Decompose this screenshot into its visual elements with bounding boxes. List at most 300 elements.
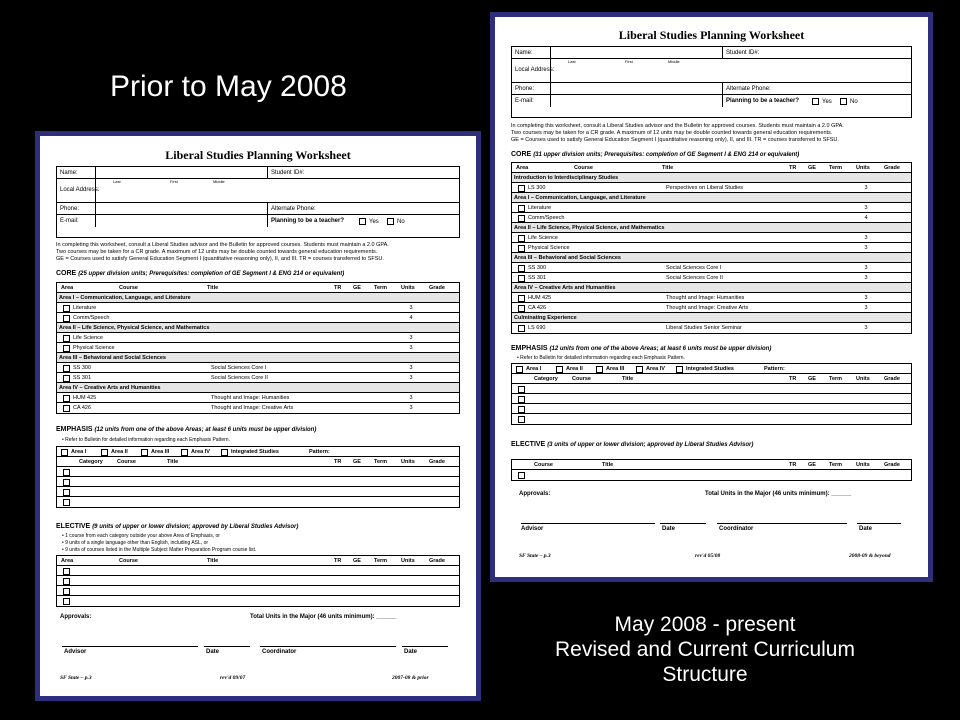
old-core-area-label: Area I – Communication, Language, and Literature — [59, 295, 191, 301]
emphasis-option-label: Area II — [111, 449, 128, 455]
new-core-course-row — [512, 213, 911, 223]
new-elective-header-tr: TR — [789, 462, 797, 468]
old-elective-header-ge: GE — [353, 558, 361, 564]
new-core-course-row — [512, 233, 911, 243]
old-core-course-row — [57, 333, 459, 343]
old-emphasis-course-row — [57, 497, 459, 507]
old-emphasis-course-row — [57, 467, 459, 477]
new-elective-header-title: Title — [602, 462, 614, 468]
course-checkbox[interactable] — [63, 375, 70, 382]
new-emphasis-course-row — [512, 404, 911, 414]
old-emphasis-header-grade: Grade — [429, 459, 445, 465]
new-core-area-row — [512, 193, 911, 203]
old-elective-title: ELECTIVE — [56, 523, 91, 530]
new-no-label: No — [850, 99, 858, 106]
new-alt-phone-label: Alternate Phone: — [726, 86, 771, 92]
old-emphasis-header-row — [57, 457, 459, 467]
course-title: Thought and Image: Creative Arts — [211, 405, 294, 411]
course-name: SS 300 — [528, 265, 547, 271]
new-email-label: E-mail: — [515, 98, 534, 104]
course-name: SS 300 — [73, 365, 92, 371]
new-footer-left: SF State – p.3 — [519, 553, 551, 559]
old-core-header-term: Term — [374, 285, 388, 291]
course-name: HUM 425 — [73, 395, 97, 401]
emphasis-row-checkbox[interactable] — [63, 489, 70, 496]
course-checkbox[interactable] — [518, 205, 525, 212]
course-units: 3 — [864, 275, 868, 281]
course-units: 3 — [409, 305, 413, 311]
course-name: Life Science — [528, 235, 558, 241]
old-emphasis-heading — [56, 426, 460, 433]
new-total-units: Total Units in the Major (46 units minimum): ______ — [705, 491, 852, 497]
new-elective-header-units: Units — [856, 462, 870, 468]
course-units: 3 — [864, 265, 868, 271]
course-name: Physical Science — [528, 245, 570, 251]
old-alt-phone-label: Alternate Phone: — [271, 206, 316, 212]
emphasis-option-label: Area III — [606, 366, 625, 372]
old-elective-course-row — [57, 586, 459, 596]
new-elective-subtitle: (3 units of upper or lower division; approved by Liberal Studies Advisor) — [547, 442, 754, 448]
new-title: Liberal Studies Planning Worksheet — [618, 28, 805, 42]
new-emphasis-header-ge: GE — [808, 376, 816, 382]
course-name: LS 300 — [528, 185, 546, 191]
new-emphasis-header-units: Units — [856, 376, 870, 382]
new-core-course-row — [512, 243, 911, 253]
old-elective-header-term: Term — [374, 558, 388, 564]
old-yes-label: Yes — [369, 219, 379, 226]
course-checkbox[interactable] — [63, 335, 70, 342]
old-teacher-question: Planning to be a teacher? — [271, 218, 345, 224]
new-core-area-row — [512, 283, 911, 293]
old-intro-1: In completing this worksheet, consult a Liberal Studies advisor and the Bulletin for approved courses. Students must maintain a 2.0 GPA. — [56, 242, 389, 248]
old-core-area-row — [57, 293, 459, 303]
old-core-area-label: Area III – Behavioral and Social Sciences — [59, 355, 166, 361]
emphasis-option-checkbox[interactable] — [101, 449, 108, 456]
course-units: 3 — [864, 325, 868, 331]
new-core-header-grade: Grade — [884, 165, 900, 171]
new-no-checkbox[interactable] — [840, 98, 847, 105]
new-core-course-row — [512, 203, 911, 213]
course-name: HUM 425 — [528, 295, 552, 301]
emphasis-row-checkbox[interactable] — [63, 499, 70, 506]
elective-row-checkbox[interactable] — [63, 568, 70, 575]
course-title: Thought and Image: Creative Arts — [666, 305, 749, 311]
emphasis-option-label: Area IV — [646, 366, 665, 372]
new-name-label: Name: — [515, 50, 533, 56]
emphasis-option-checkbox[interactable] — [636, 366, 643, 373]
old-coordinator-label: Coordinator — [262, 649, 297, 655]
old-emphasis-header-category: Category — [79, 459, 103, 465]
course-checkbox[interactable] — [518, 245, 525, 252]
course-name: Comm/Speech — [73, 315, 110, 321]
new-emphasis-header-title: Title — [622, 376, 634, 382]
course-checkbox[interactable] — [518, 215, 525, 222]
new-elective-header-ge: GE — [808, 462, 816, 468]
new-elective-course-row — [512, 470, 911, 480]
old-elective-subtitle: (9 units of upper or lower division; approved by Liberal Studies Advisor) — [92, 524, 299, 530]
new-core-table — [511, 162, 912, 334]
new-core-course-row — [512, 263, 911, 273]
old-emphasis-header-ge: GE — [353, 459, 361, 465]
old-elective-header-course: Course — [119, 558, 138, 564]
emphasis-option-checkbox[interactable] — [181, 449, 188, 456]
new-core-area-label: Culminating Experience — [514, 315, 577, 321]
old-advisor-label: Advisor — [64, 649, 87, 655]
course-units: 3 — [864, 245, 868, 251]
emphasis-pattern-label: Pattern: — [764, 366, 785, 372]
course-checkbox[interactable] — [518, 325, 525, 332]
new-core-header-course: Course — [574, 165, 593, 171]
new-emphasis-header-row — [512, 374, 911, 384]
emphasis-option-checkbox[interactable] — [596, 366, 603, 373]
old-core-header-tr: TR — [334, 285, 342, 291]
emphasis-option-label: Area III — [151, 449, 170, 455]
course-name: CA 426 — [73, 405, 92, 411]
new-footer-mid: rev'd 05/08 — [695, 553, 721, 559]
course-name: LS 690 — [528, 325, 546, 331]
course-units: 3 — [864, 185, 868, 191]
old-elective-table — [56, 555, 460, 607]
emphasis-row-checkbox[interactable] — [63, 479, 70, 486]
emphasis-option-label: Area I — [526, 366, 542, 372]
course-checkbox[interactable] — [63, 395, 70, 402]
elective-row-checkbox[interactable] — [518, 472, 525, 479]
new-teacher-question: Planning to be a teacher? — [726, 98, 800, 104]
new-core-area-label: Introduction to Interdisciplinary Studies — [514, 175, 619, 181]
new-core-heading — [511, 151, 912, 158]
old-core-area-label: Area IV – Creative Arts and Humanities — [59, 385, 161, 391]
old-last-label: Last — [113, 179, 121, 184]
course-name: SS 301 — [73, 375, 92, 381]
emphasis-option-label: Area II — [566, 366, 583, 372]
caption-current — [520, 612, 890, 687]
new-core-course-row — [512, 303, 911, 313]
new-emphasis-table — [511, 363, 912, 425]
course-checkbox[interactable] — [63, 405, 70, 412]
old-core-header-course: Course — [119, 285, 138, 291]
old-yes-checkbox[interactable] — [359, 218, 366, 225]
new-core-header-title: Title — [662, 165, 674, 171]
new-yes-checkbox[interactable] — [812, 98, 819, 105]
old-approvals: Approvals: — [60, 614, 92, 620]
new-student-id-label: Student ID#: — [726, 50, 760, 56]
new-elective-header-grade: Grade — [884, 462, 900, 468]
new-core-course-row — [512, 323, 911, 333]
old-core-course-row — [57, 313, 459, 323]
new-worksheet — [495, 17, 928, 577]
old-email-label: E-mail: — [60, 218, 79, 224]
old-intro-3: GE = Courses used to satisfy General Education Segment I (quantitative reasoning only), II, and III. TR = courses transferred to SFSU. — [56, 256, 384, 262]
new-core-area-row — [512, 173, 911, 183]
caption-prior: Prior to May 2008 — [110, 70, 347, 103]
new-emphasis-header-course: Course — [572, 376, 591, 382]
new-intro-3: GE = Courses used to satisfy General Education Segment I (quantitative reasoning only), II, and III. TR = courses transferred to SFSU. — [511, 137, 839, 143]
new-core-course-row — [512, 273, 911, 283]
course-units: 3 — [409, 345, 413, 351]
old-emphasis-course-row — [57, 477, 459, 487]
new-elective-header-course: Course — [534, 462, 553, 468]
old-emphasis-header-title: Title — [167, 459, 179, 465]
emphasis-row-checkbox[interactable] — [518, 416, 525, 423]
old-name-label: Name: — [60, 170, 78, 176]
old-elective-bullet-2: 9 units of a single language other than English, including ASL, or — [65, 540, 209, 546]
old-elective-bullet-1: 1 course from each category outside your above Area of Emphasis, or — [65, 533, 220, 539]
course-title: Social Sciences Core I — [211, 365, 267, 371]
course-name: Literature — [73, 305, 97, 311]
old-emphasis-header-course: Course — [117, 459, 136, 465]
old-core-course-row — [57, 373, 459, 383]
emphasis-pattern-label: Pattern: — [309, 449, 330, 455]
old-core-header-title: Title — [207, 285, 219, 291]
elective-row-checkbox[interactable] — [63, 578, 70, 585]
course-title: Thought and Image: Humanities — [666, 295, 745, 301]
course-name: SS 301 — [528, 275, 547, 281]
course-units: 3 — [864, 305, 868, 311]
old-worksheet — [40, 136, 476, 696]
emphasis-row-checkbox[interactable] — [63, 469, 70, 476]
course-name: Comm/Speech — [528, 215, 565, 221]
new-emphasis-heading — [511, 345, 912, 352]
course-title: Thought and Image: Humanities — [211, 395, 290, 401]
new-coordinator-label: Coordinator — [719, 526, 754, 532]
new-emphasis-header-tr: TR — [789, 376, 797, 382]
course-checkbox[interactable] — [518, 275, 525, 282]
emphasis-option-label: Integrated Studies — [231, 449, 279, 455]
elective-row-checkbox[interactable] — [63, 598, 70, 605]
old-emphasis-options-row — [57, 447, 459, 457]
course-units: 4 — [864, 215, 868, 221]
course-units: 3 — [409, 335, 413, 341]
old-core-area-row — [57, 353, 459, 363]
new-core-area-label: Area II – Life Science, Physical Science, and Mathematics — [514, 225, 665, 231]
caption-current-line3: Structure — [662, 663, 748, 686]
old-elective-header-area: Area — [61, 558, 74, 564]
new-core-header-tr: TR — [789, 165, 797, 171]
course-title: Social Sciences Core II — [666, 275, 723, 281]
old-core-area-row — [57, 383, 459, 393]
course-checkbox[interactable] — [63, 365, 70, 372]
new-date-label-1: Date — [662, 526, 676, 532]
new-intro-2: Two courses may be taken for a CR grade. A maximum of 12 units may be double counted towards general education requirements. — [511, 130, 833, 136]
new-core-header-row — [512, 163, 911, 173]
new-advisor-label: Advisor — [521, 526, 544, 532]
old-date-label-1: Date — [206, 649, 220, 655]
old-intro — [56, 242, 460, 263]
old-no-checkbox[interactable] — [387, 218, 394, 225]
old-elective-course-row — [57, 576, 459, 586]
old-emphasis-course-row — [57, 487, 459, 497]
new-emphasis-bullet-text: Refer to Bulletin for detailed information regarding each Emphasis Pattern. — [520, 355, 685, 361]
old-emphasis-title: EMPHASIS — [56, 426, 93, 433]
new-intro-1: In completing this worksheet, consult a Liberal Studies advisor and the Bulletin for approved courses. Students must maintain a 2.0 GPA. — [511, 123, 844, 129]
new-emphasis-course-row — [512, 384, 911, 394]
caption-current-line1: May 2008 - present — [614, 613, 796, 636]
new-core-area-label: Area IV – Creative Arts and Humanities — [514, 285, 616, 291]
old-footer-left: SF State – p.3 — [60, 675, 92, 681]
course-checkbox[interactable] — [63, 345, 70, 352]
old-core-course-row — [57, 363, 459, 373]
old-title: Liberal Studies Planning Worksheet — [165, 148, 351, 162]
old-core-course-row — [57, 343, 459, 353]
new-core-course-row — [512, 183, 911, 193]
emphasis-option-checkbox[interactable] — [516, 366, 523, 373]
new-emphasis-bullet: • Refer to Bulletin for detailed information regarding each Emphasis Pattern. — [517, 355, 685, 361]
course-checkbox[interactable] — [518, 265, 525, 272]
new-core-subtitle: (31 upper division units; Prerequisites: completion of GE Segment I & ENG 214 or equivalent) — [533, 152, 800, 158]
new-date-label-2: Date — [859, 526, 873, 532]
new-elective-header-term: Term — [829, 462, 843, 468]
new-core-course-row — [512, 293, 911, 303]
course-units: 3 — [864, 295, 868, 301]
emphasis-row-checkbox[interactable] — [518, 386, 525, 393]
old-footer-right: 2007-08 & prior — [392, 675, 429, 681]
old-core-course-row — [57, 403, 459, 413]
new-core-header-area: Area — [516, 165, 529, 171]
new-emphasis-subtitle: (12 units from one of the above Areas; at least 6 units must be upper division) — [549, 346, 772, 352]
course-units: 3 — [409, 405, 413, 411]
new-core-header-units: Units — [856, 165, 870, 171]
course-title: Social Sciences Core II — [211, 375, 268, 381]
new-emphasis-course-row — [512, 414, 911, 424]
old-middle-label: Middle — [213, 179, 225, 184]
old-elective-course-row — [57, 596, 459, 606]
new-last-label: Last — [568, 59, 576, 64]
course-name: CA 426 — [528, 305, 547, 311]
emphasis-row-checkbox[interactable] — [518, 406, 525, 413]
course-name: Life Science — [73, 335, 103, 341]
new-emphasis-header-grade: Grade — [884, 376, 900, 382]
old-elective-bullets: • 1 course from each category outside your above Area of Emphasis, or • 9 units of a single language other than English, including ASL, or • 9 units of courses listed in the Multiple Subject Matter Preparation Program course list. — [62, 533, 257, 553]
new-core-title: CORE — [511, 151, 532, 158]
course-name: Physical Science — [73, 345, 115, 351]
course-units: 3 — [864, 205, 868, 211]
emphasis-option-label: Area I — [71, 449, 87, 455]
course-name: Literature — [528, 205, 552, 211]
old-student-id-label: Student ID#: — [271, 170, 305, 176]
emphasis-row-checkbox[interactable] — [518, 396, 525, 403]
old-elective-header-title: Title — [207, 558, 219, 564]
old-emphasis-header-term: Term — [374, 459, 388, 465]
old-elective-heading — [56, 523, 460, 530]
new-yes-label: Yes — [822, 99, 832, 106]
old-footer-mid: rev'd 09/07 — [220, 675, 246, 681]
old-core-header-grade: Grade — [429, 285, 445, 291]
new-emphasis-header-category: Category — [534, 376, 558, 382]
course-title: Perspectives on Liberal Studies — [666, 185, 744, 191]
old-intro-2: Two courses may be taken for a CR grade. A maximum of 12 units may be double counted towards general education requirements. — [56, 249, 378, 255]
old-elective-header-tr: TR — [334, 558, 342, 564]
old-core-subtitle: (25 upper division units; Prerequisites: completion of GE Segment I & ENG 214 or equivalent) — [78, 271, 345, 277]
new-emphasis-title: EMPHASIS — [511, 345, 548, 352]
old-student-info — [56, 166, 460, 238]
course-title: Social Sciences Core I — [666, 265, 722, 271]
old-emphasis-header-tr: TR — [334, 459, 342, 465]
new-core-header-term: Term — [829, 165, 843, 171]
old-phone-label: Phone: — [60, 206, 80, 212]
course-checkbox[interactable] — [63, 305, 70, 312]
old-emphasis-table — [56, 446, 460, 508]
new-emphasis-header-term: Term — [829, 376, 843, 382]
elective-row-checkbox[interactable] — [63, 588, 70, 595]
old-core-course-row — [57, 393, 459, 403]
emphasis-option-checkbox[interactable] — [61, 449, 68, 456]
course-checkbox[interactable] — [518, 235, 525, 242]
new-approvals: Approvals: — [519, 491, 551, 497]
new-intro — [511, 123, 912, 144]
new-core-area-row — [512, 253, 911, 263]
old-elective-header-units: Units — [401, 558, 415, 564]
course-units: 3 — [409, 395, 413, 401]
course-checkbox[interactable] — [518, 295, 525, 302]
old-emphasis-bullet-text: Refer to Bulletin for detailed information regarding each Emphasis Pattern. — [65, 437, 230, 443]
new-middle-label: Middle — [668, 59, 680, 64]
new-emphasis-options-row — [512, 364, 911, 374]
new-core-area-row — [512, 313, 911, 323]
old-total-units: Total Units in the Major (46 units minimum): ______ — [250, 614, 397, 620]
new-student-info — [511, 46, 912, 118]
old-emphasis-header-units: Units — [401, 459, 415, 465]
course-title: Liberal Studies Senior Seminar — [666, 325, 742, 331]
caption-current-line2: Revised and Current Curriculum — [555, 638, 855, 661]
emphasis-option-checkbox[interactable] — [676, 366, 683, 373]
old-core-table — [56, 282, 460, 414]
new-first-label: First — [625, 59, 633, 64]
old-first-label: First — [170, 179, 178, 184]
course-units: 3 — [864, 235, 868, 241]
old-elective-header-row — [57, 556, 459, 566]
old-core-area-row — [57, 323, 459, 333]
emphasis-option-checkbox[interactable] — [221, 449, 228, 456]
old-elective-course-row — [57, 566, 459, 576]
emphasis-option-label: Area IV — [191, 449, 210, 455]
new-elective-title: ELECTIVE — [511, 441, 546, 448]
new-address-label: Local Address: — [515, 67, 555, 73]
emphasis-option-checkbox[interactable] — [556, 366, 563, 373]
new-phone-label: Phone: — [515, 86, 535, 92]
course-checkbox[interactable] — [518, 305, 525, 312]
old-emphasis-bullet: • Refer to Bulletin for detailed information regarding each Emphasis Pattern. — [62, 437, 230, 443]
course-checkbox[interactable] — [518, 185, 525, 192]
old-core-header-row — [57, 283, 459, 293]
old-emphasis-subtitle: (12 units from one of the above Areas; at least 6 units must be upper division) — [94, 427, 317, 433]
new-emphasis-course-row — [512, 394, 911, 404]
new-footer-right: 2008-09 & beyond — [849, 553, 891, 559]
emphasis-option-label: Integrated Studies — [686, 366, 734, 372]
old-core-course-row — [57, 303, 459, 313]
old-core-header-ge: GE — [353, 285, 361, 291]
new-elective-header-row — [512, 460, 911, 470]
old-no-label: No — [397, 219, 405, 226]
course-checkbox[interactable] — [63, 315, 70, 322]
old-core-area-label: Area II – Life Science, Physical Science, and Mathematics — [59, 325, 210, 331]
old-elective-header-grade: Grade — [429, 558, 445, 564]
old-core-header-units: Units — [401, 285, 415, 291]
new-core-area-row — [512, 223, 911, 233]
old-date-label-2: Date — [404, 649, 418, 655]
course-units: 3 — [409, 365, 413, 371]
emphasis-option-checkbox[interactable] — [141, 449, 148, 456]
new-elective-heading — [511, 441, 912, 448]
new-core-area-label: Area I – Communication, Language, and Literature — [514, 195, 646, 201]
old-address-label: Local Address: — [60, 187, 100, 193]
new-elective-table — [511, 459, 912, 481]
old-core-header-area: Area — [61, 285, 74, 291]
old-elective-bullet-3: 9 units of courses listed in the Multiple Subject Matter Preparation Program course list. — [65, 547, 257, 553]
course-units: 3 — [409, 375, 413, 381]
old-core-title: CORE — [56, 270, 77, 277]
new-core-area-label: Area III – Behavioral and Social Sciences — [514, 255, 621, 261]
course-units: 4 — [409, 315, 413, 321]
